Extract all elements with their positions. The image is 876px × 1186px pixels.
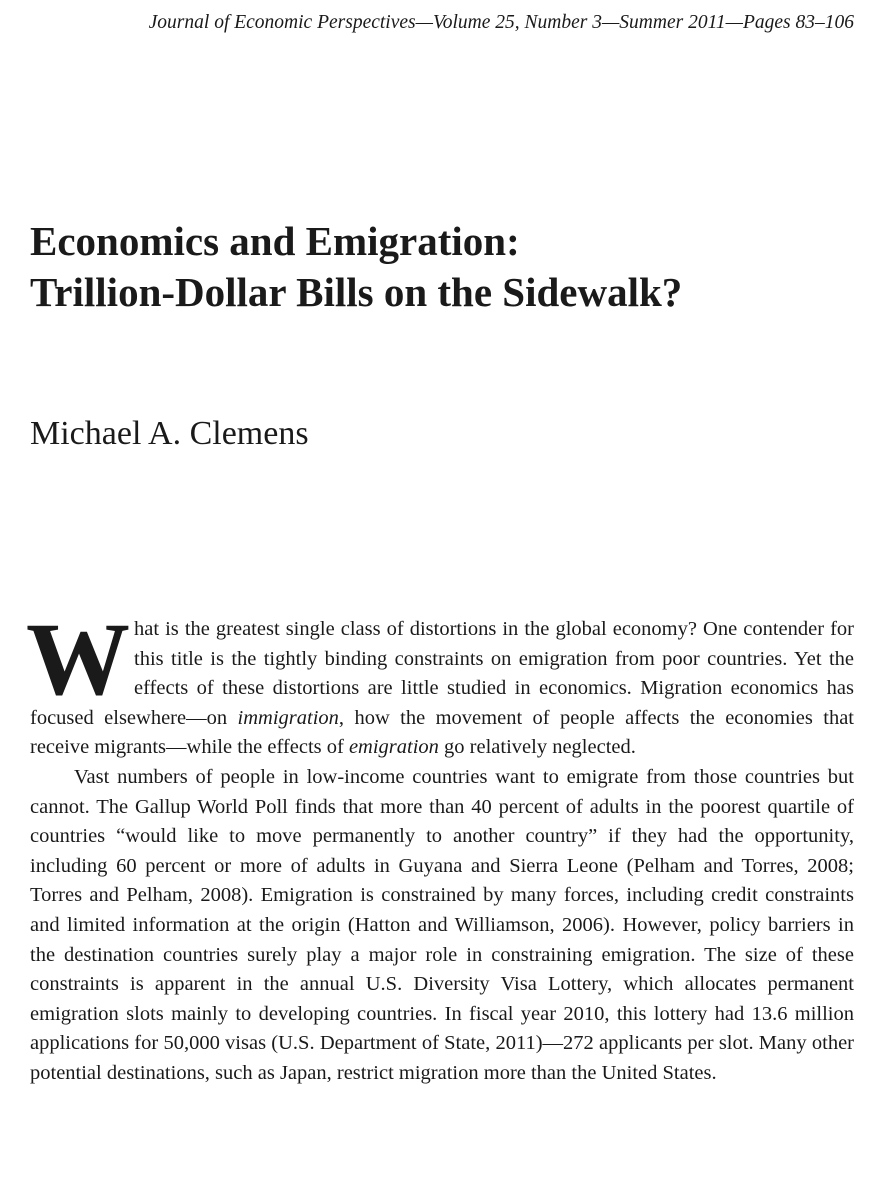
paragraph-1-text-a: hat is the greatest single class of distortions in the global economy? One contender for this title is the tightly binding constraints on emigration from poor countries. Yet the effects of these distortions are little studied in economics. Migration economics has focused elsewhere—on <box>30 618 854 729</box>
article-body <box>26 602 855 1089</box>
paragraph-1 <box>26 602 855 763</box>
article-title-line-1: Economics and Emigration: <box>30 218 520 264</box>
emphasis-emigration: emigration <box>348 736 439 759</box>
paragraph-1-text-c: go relatively neglected. <box>438 736 636 759</box>
emphasis-immigration: immigration <box>237 706 339 729</box>
article-title <box>30 216 850 318</box>
drop-cap: W <box>26 602 130 717</box>
paragraph-2: Vast numbers of people in low-income countries want to emigrate from those countries but cannot. The Gallup World Poll finds that more than 40 percent of adults in the poorest quartile of countries “would like to move permanently to another country” if they had the opportunity, including 60 percent or more of adults in Guyana and Sierra Leone (Pelham and Torres, 2008; Torres and Pelham, 2008). Emigration is constrained by many forces, including credit constraints and limited information at the origin (Hatton and Williamson, 2006). However, policy barriers in the destination countries surely play a major role in constraining emigration. The size of these constraints is apparent in the annual U.S. Diversity Visa Lottery, which allocates permanent emigration slots mainly to developing countries. In fiscal year 2010, this lottery had 13.6 million applications for 50,000 visas (U.S. Department of State, 2011)—272 applicants per slot. Many other potential destinations, such as Japan, restrict migration more than the United States. <box>30 765 854 1084</box>
article-title-line-2: Trillion-Dollar Bills on the Sidewalk? <box>30 269 683 315</box>
running-head: Journal of Economic Perspectives—Volume 25, Number 3—Summer 2011—Pages 83–106 <box>148 12 854 33</box>
paragraph-1-text-b: , how the movement of people affects the economies that receive migrants—while the effects of <box>30 706 855 759</box>
author-name: Michael A. Clemens <box>30 415 309 452</box>
